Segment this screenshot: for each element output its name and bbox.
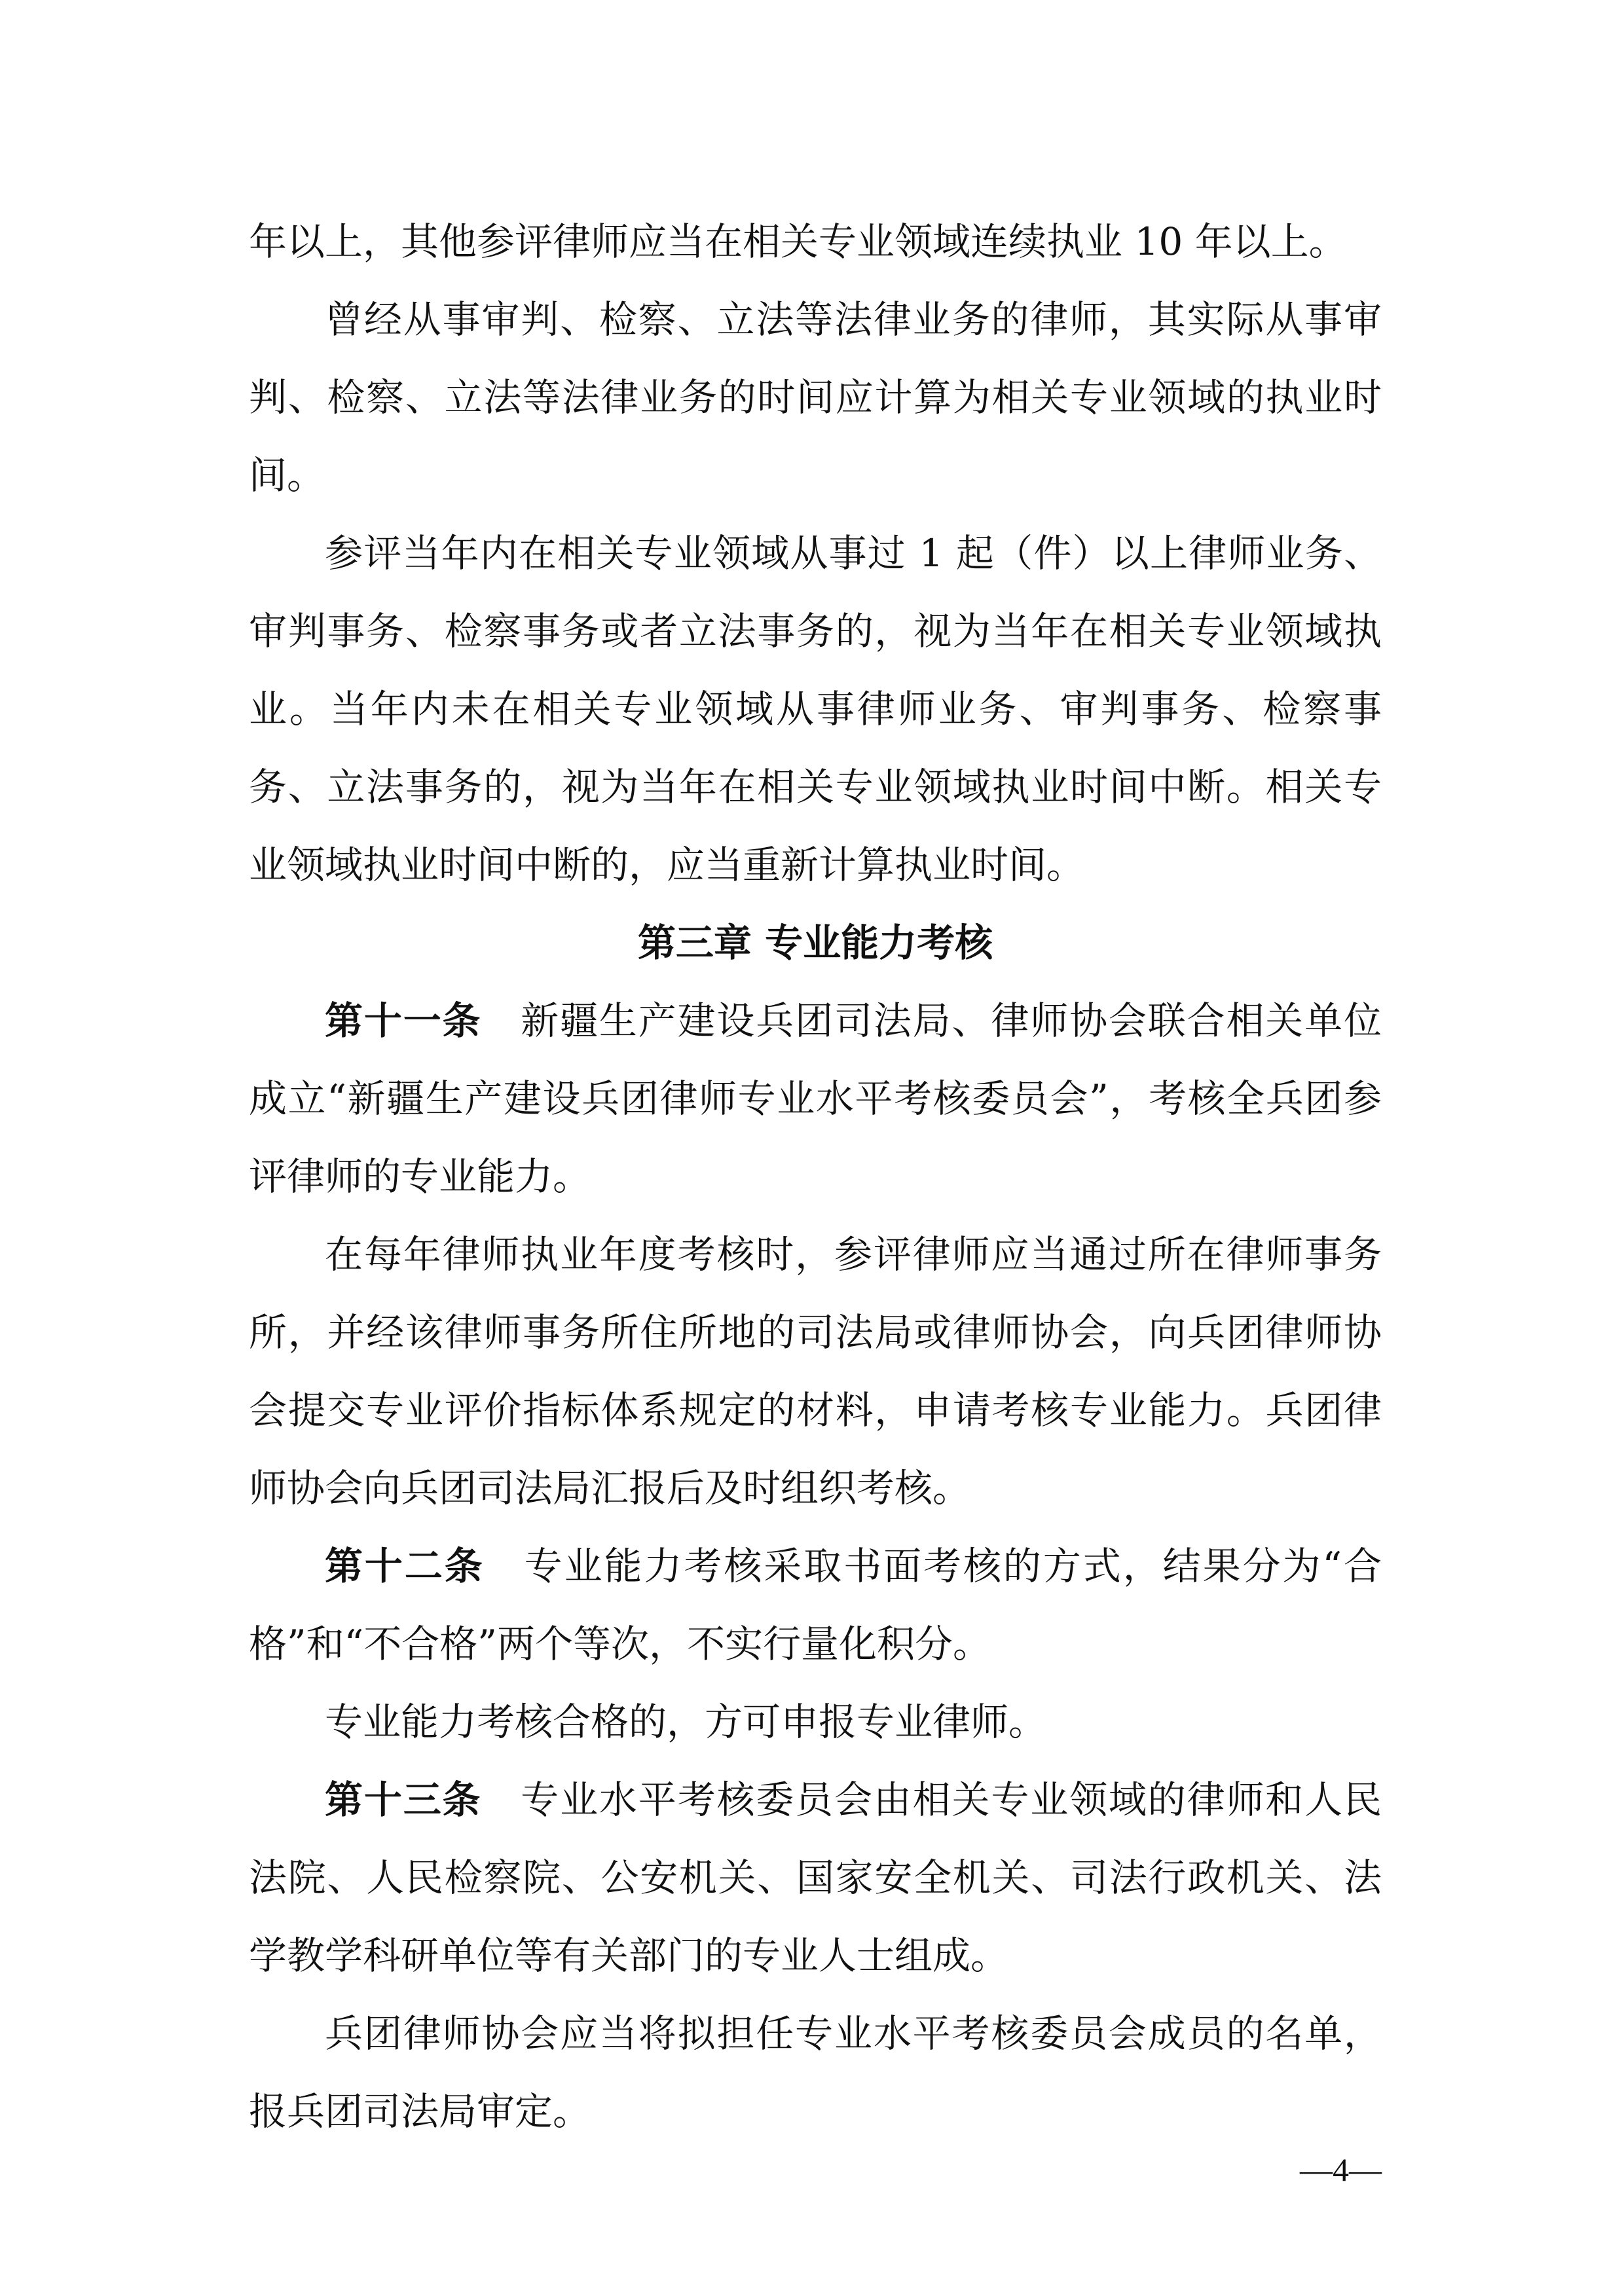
article-number: 第十二条 [325,1544,485,1588]
paragraph-continuation: 年以上，其他参评律师应当在相关专业领域连续执业 10 年以上。 [249,219,1347,264]
page-number: —4— [1300,2151,1382,2188]
article-11 [249,982,1382,1216]
article-number: 第十一条 [325,998,482,1043]
article-12 [249,1527,1382,1683]
paragraph-prior-work: 曾经从事审判、检察、立法等法律业务的律师，其实际从事审判、检察、立法等法律业务的时间应计算为相关专业领域的执业时间。 [249,297,1382,498]
article-text: 专业水平考核委员会由相关专业领域的律师和人民法院、人民检察院、公安机关、国家安全机关、司法行政机关、法学教学科研单位等有关部门的专业人士组成。 [249,1777,1382,1978]
article-text: 新疆生产建设兵团司法局、律师协会联合相关单位成立“新疆生产建设兵团律师专业水平考核委员会”，考核全兵团参评律师的专业能力。 [249,998,1382,1199]
article-text: 专业能力考核采取书面考核的方式，结果分为“合格”和“不合格”两个等次，不实行量化积分。 [249,1544,1382,1666]
body-text [249,203,1382,2151]
paragraph-practice-year: 参评当年内在相关专业领域从事过 1 起（件）以上律师业务、审判事务、检察事务或者立法事务的，视为当年在相关专业领域执业。当年内未在相关专业领域从事律师业务、审判事务、检察事务、立法事务的，视为当年在相关专业领域执业时间中断。相关专业领域执业时间中断的，应当重新计算执业时间。 [249,531,1382,887]
article-12-paragraph: 专业能力考核合格的，方可申报专业律师。 [325,1700,1047,1744]
chapter-title: 第三章 专业能力考核 [637,920,993,965]
article-11-paragraph: 在每年律师执业年度考核时，参评律师应当通过所在律师事务所，并经该律师事务所住所地的司法局或律师协会，向兵团律师协会提交专业评价指标体系规定的材料，申请考核专业能力。兵团律师协会向兵团司法局汇报后及时组织考核。 [249,1232,1382,1510]
article-13 [249,1761,1382,1995]
article-13-paragraph: 兵团律师协会应当将拟担任专业水平考核委员会成员的名单，报兵团司法局审定。 [249,2011,1382,2134]
article-number: 第十三条 [325,1777,482,1822]
